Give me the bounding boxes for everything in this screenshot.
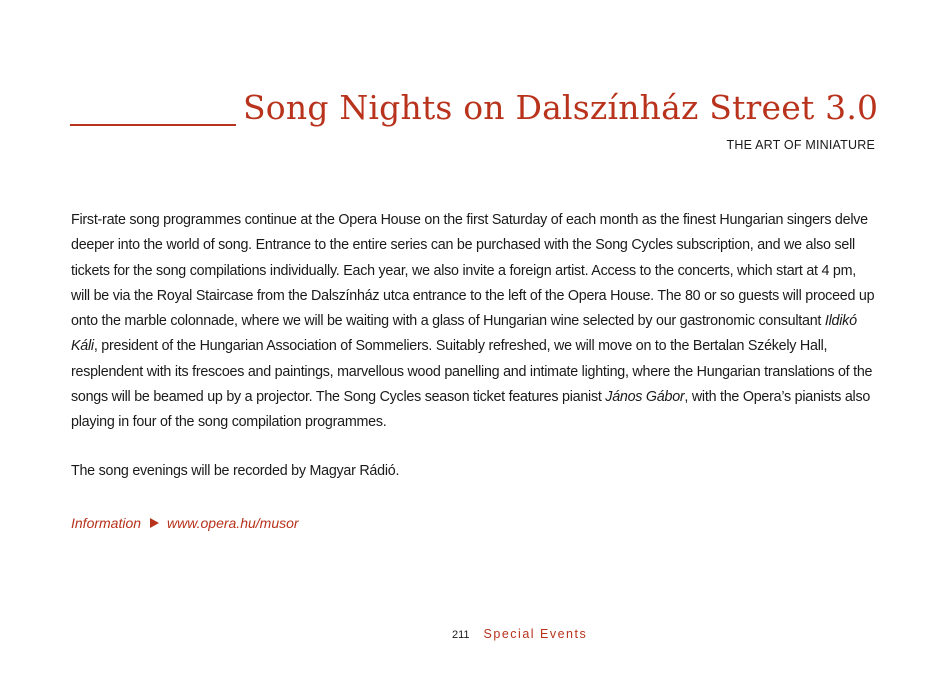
body-paragraph [71,208,876,436]
info-label: Information [71,515,142,531]
body-text-part: First-rate song programmes continue at the Opera House on the first Saturday of each month as the finest Hungarian singers delve deeper into the world of song. Entrance to the entire series can be purchased with the Song Cycles subscription, and we also sell tickets for the song compilations individually. Each year, we also invite a foreign artist. Access to the concerts, which start at 4 pm, will be via the Royal Staircase from the Dalszínház utca entrance to the left of the Opera House. The 80 or so guests will proceed up onto the marble colonnade, where we will be waiting with a glass of Hungarian wine selected by our gastronomic consultant [71,212,875,330]
person-name: Ildikó Káli [71,313,857,355]
title-rule [70,124,236,126]
body-text-part: , president of the Hungarian Association of Sommeliers. Suitably refreshed, we will move on to the Bertalan Székely Hall, resplendent with its frescoes and paintings, marvellous wood panelling and intimate lighting, where the Hungarian translations of the songs will be beamed up by a projector. The Song Cycles season ticket features pianist [71,338,873,406]
info-link[interactable]: www.opera.hu/musor [167,515,299,531]
page-title: Song Nights on Dalszínház Street 3.0 [243,88,879,127]
page-subtitle: THE ART OF MINIATURE [726,138,875,152]
triangle-right-icon [150,518,159,528]
page-number: 211 [452,629,470,641]
body-text-part: , with the Opera’s pianists also playing in four of the song compilation programmes. [71,389,871,431]
page-footer [452,627,587,641]
recording-note: The song evenings will be recorded by Magyar Rádió. [71,463,400,479]
info-row [71,511,299,535]
person-name: János Gábor [605,389,685,406]
section-name: Special Events [483,627,588,641]
